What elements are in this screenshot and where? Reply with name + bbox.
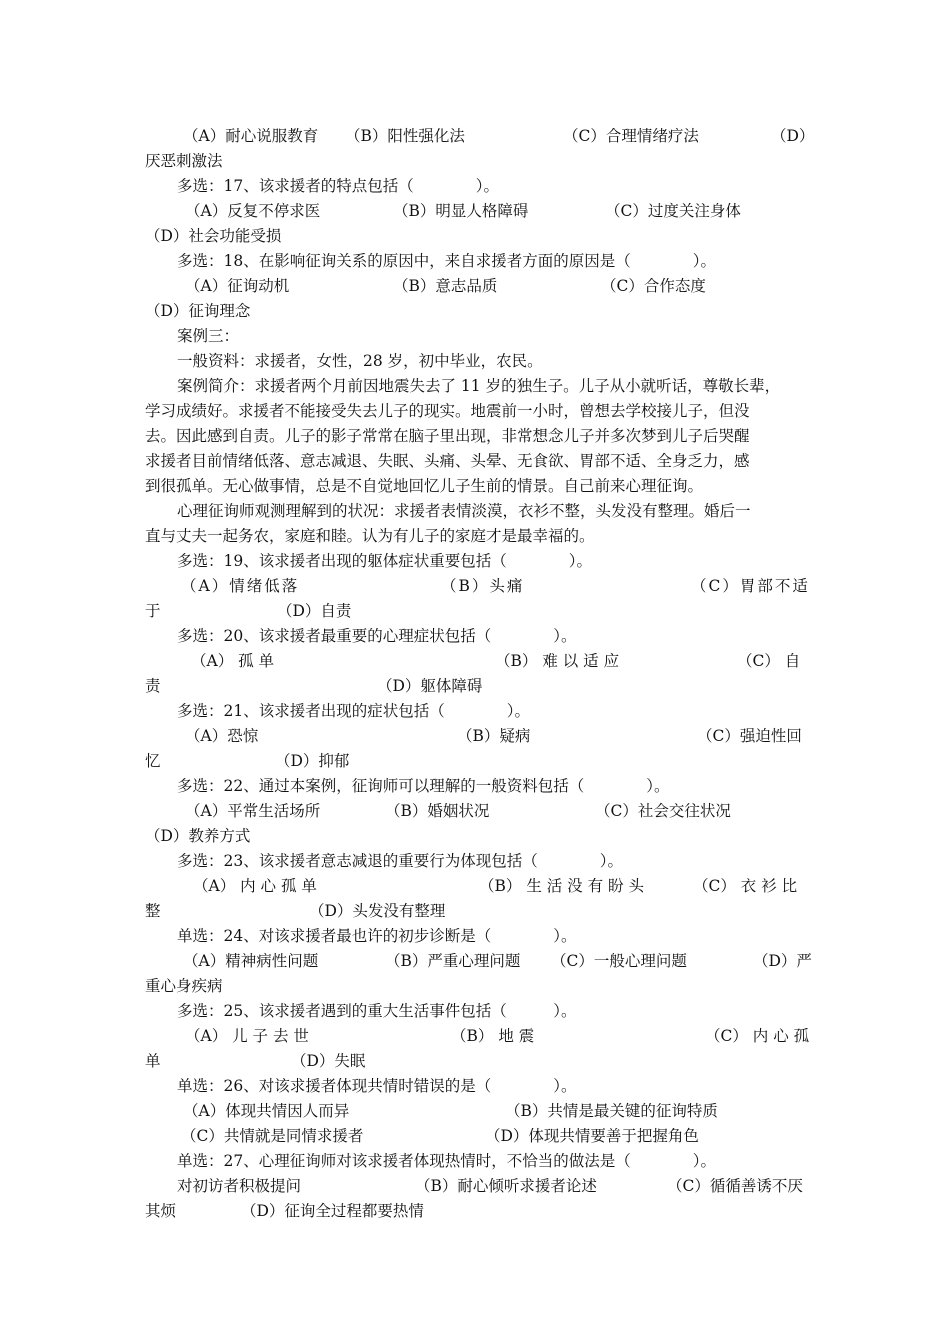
q21-options-row-2 [145, 749, 810, 774]
q18-option-d: （D）征询理念 [145, 302, 251, 320]
q25-option-c-wrap: 单 [145, 1052, 161, 1070]
q27-option-d: （D）征询全过程都要热情 [241, 1202, 424, 1220]
q27-stem: 单选：27、心理征询师对该求援者体现热情时，不恰当的做法是（ ）。 [177, 1152, 716, 1170]
q19-option-a: （A）情绪低落 [181, 577, 300, 595]
q16-option-d: （D） [771, 127, 815, 145]
q18-option-c: （C）合作态度 [601, 277, 706, 295]
q17-option-c: （C）过度关注身体 [605, 202, 741, 220]
case3-observe-line: 直与丈夫一起务农，家庭和睦。认为有儿子的家庭才是最幸福的。 [145, 527, 595, 545]
q20-option-b: （B） 难 以 适 应 [495, 652, 620, 670]
q23-option-c: （C） 衣 衫 比 [693, 877, 798, 895]
q19-options-row [145, 574, 810, 599]
q22-options-row [145, 799, 810, 824]
q20-options-row [145, 649, 810, 674]
q21-options-row [145, 724, 810, 749]
q27-option-c-wrap: 其烦 [145, 1202, 177, 1220]
q23-options-row [145, 874, 810, 899]
case3-intro-line: 案例简介：求援者两个月前因地震失去了 11 岁的独生子。儿子从小就听话，尊敬长辈， [177, 377, 781, 395]
q16-option-d-wrap: 厌恶刺激法 [145, 152, 223, 170]
q24-option-d-wrap: 重心身疾病 [145, 977, 223, 995]
q21-stem: 多选：21、该求援者出现的症状包括（ ）。 [177, 702, 530, 720]
q26-option-a: （A）体现共情因人而异 [183, 1102, 350, 1120]
q17-stem: 多选：17、该求援者的特点包括（ ）。 [177, 177, 499, 195]
q26-options-row [145, 1099, 810, 1124]
q23-option-c-wrap: 整 [145, 902, 161, 920]
q24-option-d: （D）严 [753, 952, 812, 970]
q16-options-row [145, 124, 815, 149]
q18-option-a: （A）征询动机 [185, 277, 290, 295]
q23-options-row-2 [145, 899, 810, 924]
q17-option-a: （A）反复不停求医 [185, 202, 321, 220]
case3-intro-line: 学习成绩好。求援者不能接受失去儿子的现实。地震前一小时，曾想去学校接儿子，但没 [145, 402, 750, 420]
q25-option-a: （A） 儿 子 去 世 [185, 1027, 309, 1045]
q27-option-c: （C）循循善诱不厌 [667, 1177, 803, 1195]
q18-option-b: （B）意志品质 [393, 277, 498, 295]
q18-options-row [145, 274, 810, 299]
q19-option-c-wrap: 于 [145, 602, 161, 620]
q22-stem: 多选：22、通过本案例，征询师可以理解的一般资料包括（ ）。 [177, 777, 670, 795]
case3-observe-line: 心理征询师观测理解到的状况：求援者表情淡漠，衣衫不整，头发没有整理。婚后一 [177, 502, 751, 520]
q22-option-b: （B）婚姻状况 [385, 802, 490, 820]
q25-options-row [145, 1024, 810, 1049]
case3-intro-line: 去。因此感到自责。儿子的影子常常在脑子里出现，非常想念儿子并多次梦到儿子后哭醒 [145, 427, 750, 445]
q16-option-b: （B）阳性强化法 [345, 127, 465, 145]
q16-option-a: （A）耐心说服教育 [183, 127, 319, 145]
case3-title: 案例三： [177, 327, 240, 345]
q24-stem: 单选：24、对该求援者最也许的初步诊断是（ ）。 [177, 927, 577, 945]
q19-option-c: （C）胃部不适 [691, 577, 810, 595]
q17-option-d: （D）社会功能受损 [145, 227, 282, 245]
q19-options-row-2 [145, 599, 810, 624]
q20-options-row-2 [145, 674, 810, 699]
q25-option-d: （D）失眠 [291, 1052, 366, 1070]
q25-option-b: （B） 地 震 [451, 1027, 535, 1045]
q27-options-row [145, 1174, 810, 1199]
q25-options-row-2 [145, 1049, 810, 1074]
q17-options-row [145, 199, 810, 224]
q20-option-a: （A） 孤 单 [191, 652, 275, 670]
q22-option-c: （C）社会交往状况 [595, 802, 731, 820]
q27-option-a: 对初访者积极提问 [177, 1177, 302, 1195]
q27-option-b: （B）耐心倾听求援者论述 [415, 1177, 597, 1195]
q20-option-c-wrap: 责 [145, 677, 161, 695]
q24-option-c: （C）一般心理问题 [551, 952, 687, 970]
q24-option-b: （B）严重心理问题 [385, 952, 521, 970]
q26-stem: 单选：26、对该求援者体现共情时错误的是（ ）。 [177, 1077, 577, 1095]
q21-option-a: （A）恐惊 [185, 727, 259, 745]
q23-stem: 多选：23、该求援者意志减退的重要行为体现包括（ ）。 [177, 852, 623, 870]
q20-option-d: （D）躯体障碍 [377, 677, 483, 695]
q26-option-d: （D）体现共情要善于把握角色 [485, 1127, 699, 1145]
q19-option-d: （D）自责 [277, 602, 352, 620]
q26-option-c: （C）共情就是同情求援者 [181, 1127, 364, 1145]
q22-option-a: （A）平常生活场所 [185, 802, 321, 820]
q19-stem: 多选：19、该求援者出现的躯体症状重要包括（ ）。 [177, 552, 592, 570]
q18-stem: 多选：18、在影响征询关系的原因中，来自求援者方面的原因是（ ）。 [177, 252, 716, 270]
q23-option-b: （B） 生 活 没 有 盼 头 [479, 877, 644, 895]
q25-option-c: （C） 内 心 孤 [705, 1027, 810, 1045]
q23-option-a: （A） 内 心 孤 单 [193, 877, 317, 895]
q25-stem: 多选：25、该求援者遇到的重大生活事件包括（ ）。 [177, 1002, 577, 1020]
q26-option-b: （B）共情是最关键的征询特质 [505, 1102, 718, 1120]
q16-option-c: （C）合理情绪疗法 [563, 127, 699, 145]
q21-option-c-wrap: 忆 [145, 752, 161, 770]
q21-option-d: （D）抑郁 [275, 752, 350, 770]
case3-intro-line: 到很孤单。无心做事情，总是不自觉地回忆儿子生前的情景。自己前来心理征询。 [145, 477, 704, 495]
q24-options-row [145, 949, 810, 974]
q23-option-d: （D）头发没有整理 [309, 902, 446, 920]
q22-option-d: （D）教养方式 [145, 827, 251, 845]
q19-option-b: （B）头痛 [441, 577, 525, 595]
q21-option-b: （B）疑病 [457, 727, 531, 745]
q27-options-row-2 [145, 1199, 810, 1224]
q17-option-b: （B）明显人格障碍 [393, 202, 529, 220]
q20-stem: 多选：20、该求援者最重要的心理症状包括（ ）。 [177, 627, 577, 645]
q24-option-a: （A）精神病性问题 [183, 952, 319, 970]
case3-general-info: 一般资料：求援者，女性，28 岁，初中毕业，农民。 [177, 352, 543, 370]
q21-option-c: （C）强迫性回 [697, 727, 802, 745]
q26-options-row-2 [145, 1124, 810, 1149]
q20-option-c: （C） 自 [737, 652, 801, 670]
case3-intro-line: 求援者目前情绪低落、意志减退、失眠、头痛、头晕、无食欲、胃部不适、全身乏力，感 [145, 452, 750, 470]
